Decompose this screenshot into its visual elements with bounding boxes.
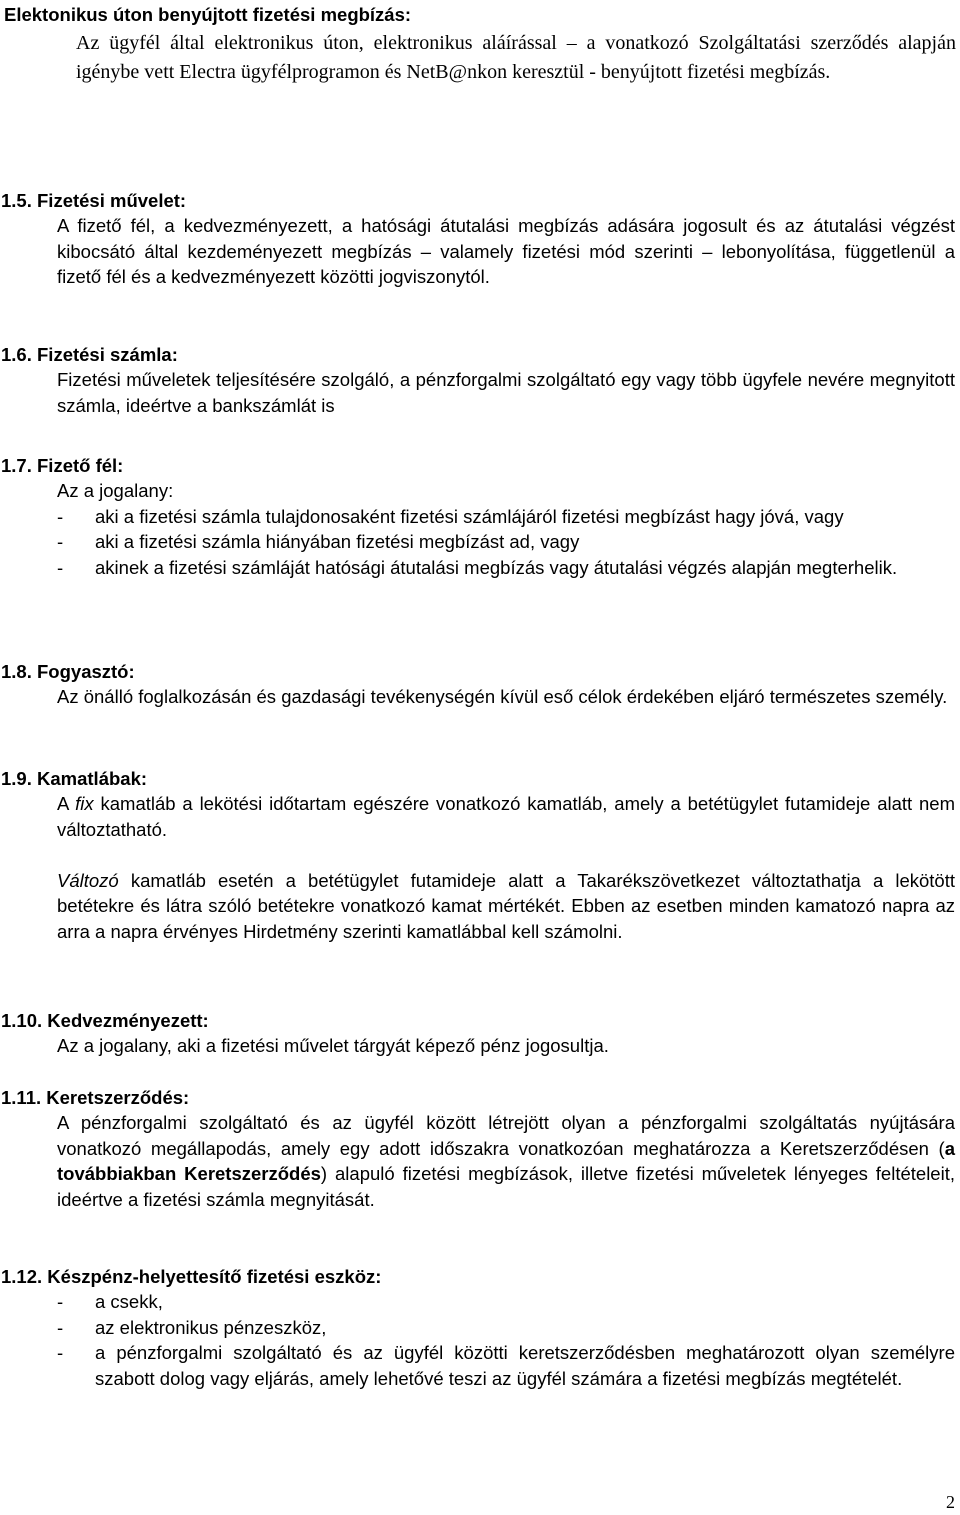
list-dash: - [57, 1291, 64, 1312]
section-body [57, 684, 955, 710]
list-dash: - [57, 1342, 64, 1364]
paragraph: A fix kamatláb a lekötési időtartam egészére vonatkozó kamatláb, amely a betétügylet futamideje alatt nem változtatható. [57, 793, 955, 840]
list-item-text: az elektronikus pénzeszköz, [95, 1316, 327, 1338]
section-number: 1.8. [1, 661, 32, 682]
section-body [57, 367, 955, 418]
list-item [57, 529, 955, 555]
section-body [57, 1289, 955, 1391]
paragraph: Fizetési műveletek teljesítésére szolgáló, a pénzforgalmi szolgáltató egy vagy több ügyfele nevére megnyitott számla, ideértve a bankszámlát is [57, 369, 955, 416]
paragraph: A fizető fél, a kedvezményezett, a hatósági átutalási megbízás adására jogosult és az átutalási végzést kibocsátó által kezdeményezett megbízás – valamely fizetési mód szerinti – lebonyolítása, függetlenül a fizető fél és a kedvezményezett közötti jogviszonytól. [57, 215, 955, 288]
section-body [57, 1033, 955, 1059]
list-item [57, 1289, 955, 1315]
section-number: 1.10. [1, 1010, 43, 1031]
emphasis-valtozo: Változó [57, 869, 119, 891]
list-dash: - [57, 531, 64, 553]
paragraph: Az a jogalany, aki a fizetési művelet tárgyát képező pénz jogosultja. [57, 1035, 609, 1056]
list-dash: - [57, 1316, 64, 1338]
section-body [57, 791, 955, 945]
section-heading [1, 766, 147, 792]
list-item [57, 1315, 955, 1341]
list-dash: - [57, 505, 64, 527]
section-title: Fizető fél: [37, 455, 124, 476]
section-number: 1.12. [1, 1266, 43, 1287]
section-heading [1, 1008, 209, 1034]
list-item-text: aki a fizetési számla tulajdonosaként fizetési számlájáról fizetési megbízást hagy jóvá, vagy [95, 505, 844, 527]
section-heading [1, 342, 178, 368]
list-item-text: a pénzforgalmi szolgáltató és az ügyfél közötti keretszerződésben meghatározott olyan személyre szabott dolog vagy eljárás, amely lehetővé teszi az ügyfél számára a fizetési megbízás megtételét. [95, 1342, 955, 1389]
section-title: Kedvezményezett: [47, 1010, 209, 1031]
list-item [57, 1340, 955, 1391]
list-dash: - [57, 556, 64, 578]
paragraph: A pénzforgalmi szolgáltató és az ügyfél között létrejött olyan a pénzforgalmi szolgáltatás nyújtására vonatkozó megállapodás, amely egy adott időszakra vonatkozóan meghatározza a Keretszerződésen (a továbbiakban Keretszerződés) alapuló fizetési megbízások, illetve fizetési műveletek lényeges feltételeit, ideértve a fizetési számla megnyitását. [57, 1112, 955, 1210]
list-item-text: akinek a fizetési számláját hatósági átutalási megbízás vagy átutalási végzés alapján megterhelik. [95, 556, 898, 578]
section-title: Készpénz-helyettesítő fizetési eszköz: [47, 1266, 382, 1287]
section-title: Keretszerződés: [46, 1087, 190, 1108]
section-title: Kamatlábak: [37, 768, 148, 789]
section-heading [1, 1085, 189, 1111]
intro-text: Az ügyfél által elektronikus úton, elektronikus aláírással – a vonatkozó Szolgáltatási szerződés alapján igénybe vett Electra ügyfélprogramon és NetB@nkon keresztül - benyújtott fizetési megbízás. [76, 32, 956, 83]
section-title: Fizetési művelet: [37, 190, 187, 211]
paragraph: Az a jogalany: [57, 480, 174, 501]
bold-term: a továbbiakban Keretszerződés [57, 1137, 955, 1185]
emphasis-fix: fix [75, 793, 94, 814]
intro-title: Elektonikus úton benyújtott fizetési megbízás: [4, 4, 412, 25]
paragraph: Változó kamatláb esetén a betétügylet futamideje alatt a Takarékszövetkezet változtathatja a lekötött betétekre és látra szóló betétekre vonatkozó kamat mértékét. Ebben az esetben minden kamatozó napra az arra a napra érvényes Hirdetmény szerinti kamatlábbal kell számolni. [57, 869, 955, 942]
page-number: 2 [946, 1492, 955, 1512]
section-heading [1, 659, 135, 685]
section-heading [1, 188, 186, 214]
section-number: 1.11. [1, 1087, 42, 1108]
section-body [57, 213, 955, 290]
section-title: Fogyasztó: [37, 661, 135, 682]
section-number: 1.6. [1, 344, 32, 365]
section-number: 1.9. [1, 768, 32, 789]
section-number: 1.7. [1, 455, 32, 476]
section-title: Fizetési számla: [37, 344, 178, 365]
section-number: 1.5. [1, 190, 32, 211]
list-item [57, 555, 955, 581]
section-body [57, 478, 955, 580]
section-body [57, 1110, 955, 1212]
list-item-text: aki a fizetési számla hiányában fizetési megbízást ad, vagy [95, 531, 580, 553]
list-item [57, 504, 955, 530]
section-heading [1, 453, 123, 479]
section-heading [1, 1264, 381, 1290]
paragraph: Az önálló foglalkozásán és gazdasági tevékenységén kívül eső célok érdekében eljáró természetes személy. [57, 686, 948, 707]
list-item-text: a csekk, [95, 1291, 163, 1312]
